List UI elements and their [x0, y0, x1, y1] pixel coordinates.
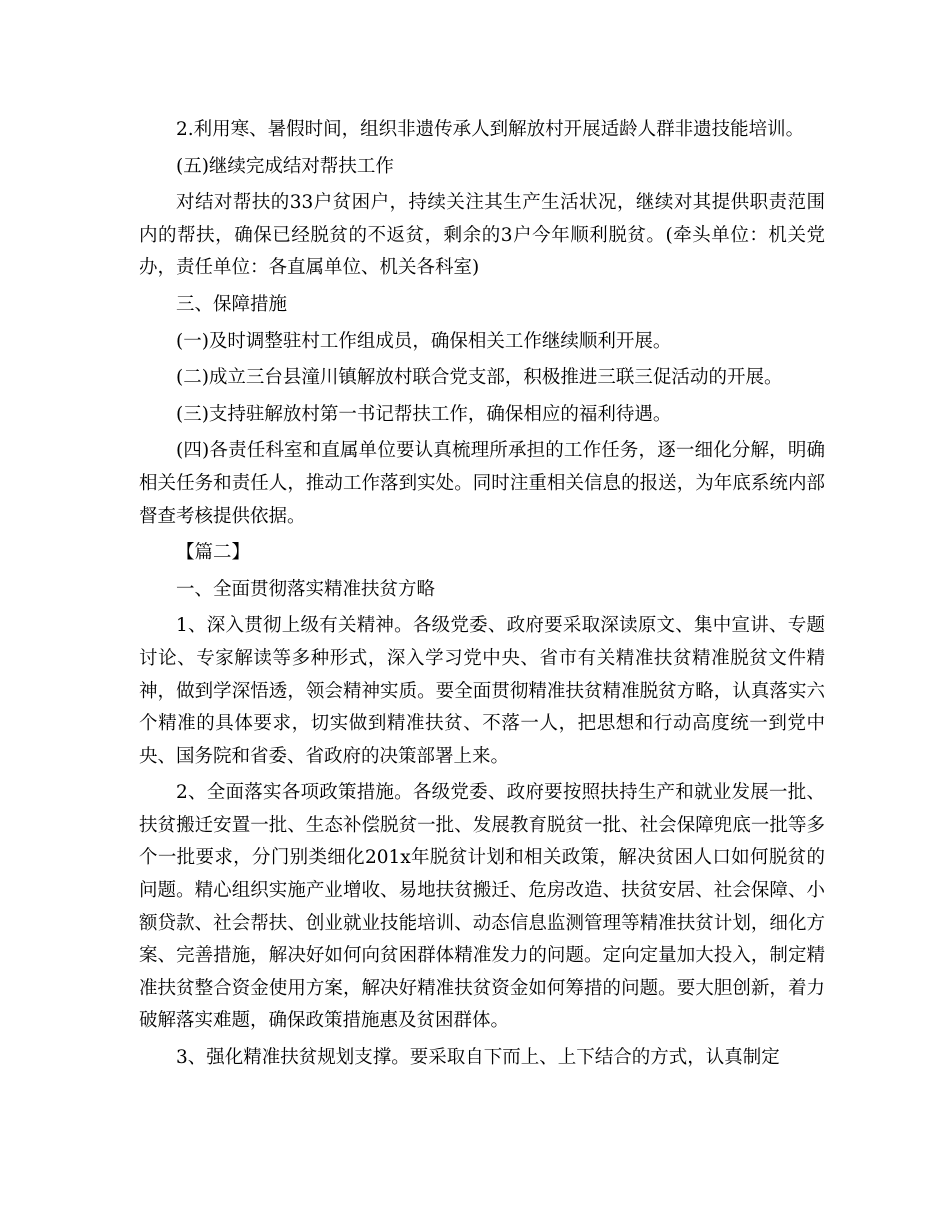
paragraph-item-2: 2.利用寒、暑假时间，组织非遗传承人到解放村开展适龄人群非遗技能培训。 [176, 119, 805, 140]
paragraph-measure-2: (二)成立三台县潼川镇解放村联合党支部，积极推进三联三促活动的开展。 [176, 367, 783, 389]
part-two-heading: 【篇二】 [176, 542, 251, 564]
paragraph-measure-1: (一)及时调整驻村工作组成员，确保相关工作继续顺利开展。 [176, 330, 672, 352]
paragraph-measure-3: (三)支持驻解放村第一书记帮扶工作，确保相应的福利待遇。 [176, 403, 672, 425]
section-heading-safeguards: 三、保障措施 [176, 293, 288, 315]
paragraph-item-2-policies: 2、全面落实各项政策措施。各级党委、政府要按照扶持生产和就业发展一批、扶贫搬迁安置一批、生态补偿脱贫一批、发展教育脱贫一批、社会保障兜底一批等多个一批要求，分门别类细化201x年脱贫计划和相关政策，解决贫困人口如何脱贫的问题。精心组织实施产业增收、易地扶贫搬迁、危房改造、扶贫安居、社会保障、小额贷款、社会帮扶、创业就业技能培训、动态信息监测管理等精准扶贫计划，细化方案、完善措施，解决好如何向贫困群体精准发力的问题。定向定量加大投入，制定精准扶贫整合资金使用方案，解决好精准扶贫资金如何筹措的问题。要大胆创新，着力破解落实难题，确保政策措施惠及贫困群体。 [139, 782, 825, 1032]
document-body [139, 114, 825, 1079]
section-heading-5: (五)继续完成结对帮扶工作 [176, 155, 394, 177]
paragraph-measure-4: (四)各责任科室和直属单位要认真梳理所承担的工作任务，逐一细化分解，明确相关任务和责任人，推动工作落到实处。同时注重相关信息的报送，为年底系统内部督查考核提供依据。 [139, 440, 825, 527]
paragraph-item-3-planning: 3、强化精准扶贫规划支撑。要采取自下而上、上下结合的方式，认真制定 [176, 1047, 780, 1069]
section-heading-implement-strategy: 一、全面贯彻落实精准扶贫方略 [176, 578, 436, 600]
paragraph-item-1-spirit: 1、深入贯彻上级有关精神。各级党委、政府要采取深读原文、集中宣讲、专题讨论、专家解读等多种形式，深入学习党中央、省市有关精准扶贫精准脱贫文件精神，做到学深悟透，领会精神实质。要全面贯彻精准扶贫精准脱贫方略，认真落实六个精准的具体要求，切实做到精准扶贫、不落一人，把思想和行动高度统一到党中央、国务院和省委、省政府的决策部署上来。 [139, 615, 825, 767]
paragraph-pairing-assistance: 对结对帮扶的33户贫困户，持续关注其生产生活状况，继续对其提供职责范围内的帮扶，确保已经脱贫的不返贫，剩余的3户今年顺利脱贫。(牵头单位：机关党办，责任单位：各直属单位、机关各科室) [139, 192, 825, 279]
